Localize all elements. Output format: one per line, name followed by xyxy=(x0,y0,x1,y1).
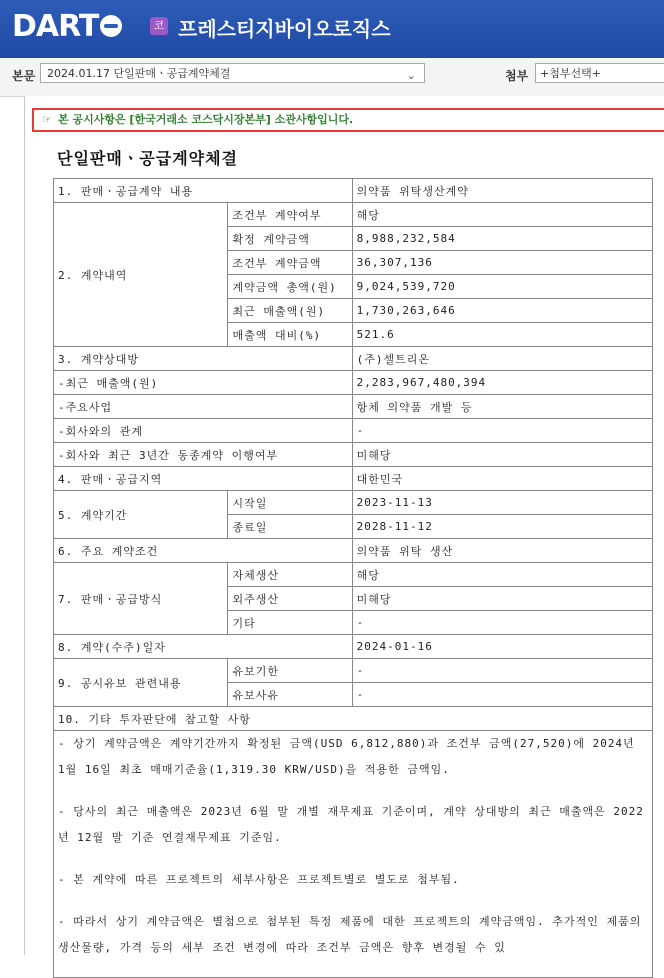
row-value: 대한민국 xyxy=(352,467,652,491)
attachment-select-value: +첨부선택+ xyxy=(540,67,601,80)
jurisdiction-notice xyxy=(32,108,664,132)
sub-label: 유보사유 xyxy=(228,683,352,707)
table-row xyxy=(54,419,653,443)
note-paragraph: - 따라서 상기 계약금액은 별첨으로 첨부된 특정 제품에 대한 프로젝트의 계약금액임. 추가적인 제품의 생산물량, 가격 등의 세부 조건 변경에 따라 조건부 금액은 향후 변경될 수 있 xyxy=(58,915,642,954)
row-label: -회사와 최근 3년간 동종계약 이행여부 xyxy=(54,443,353,467)
attach-select-label: 첨부 xyxy=(505,69,529,83)
table-row xyxy=(54,635,653,659)
table-row xyxy=(54,659,653,683)
sub-label: 시작일 xyxy=(228,491,352,515)
row-value: 미해당 xyxy=(352,443,652,467)
row-value: - xyxy=(352,611,652,635)
row-value: 2,283,967,480,394 xyxy=(352,371,652,395)
row-label: 6. 주요 계약조건 xyxy=(54,539,353,563)
table-row xyxy=(54,707,653,731)
sub-label: 조건부 계약여부 xyxy=(228,203,352,227)
table-row xyxy=(54,467,653,491)
document-toolbar xyxy=(0,58,664,97)
row-label: -회사와의 관계 xyxy=(54,419,353,443)
row-value: - xyxy=(352,659,652,683)
row-value: 2028-11-12 xyxy=(352,515,652,539)
document-title: 단일판매ㆍ공급계약체결 xyxy=(57,149,239,168)
row-value: 해당 xyxy=(352,203,652,227)
row-label: 10. 기타 투자판단에 참고할 사항 xyxy=(54,707,653,731)
row-label: -주요사업 xyxy=(54,395,353,419)
sub-label: 확정 계약금액 xyxy=(228,227,352,251)
row-label: 8. 계약(수주)일자 xyxy=(54,635,353,659)
note-paragraph: - 상기 계약금액은 계약기간까지 확정된 금액(USD 6,812,880)과 조건부 금액(27,520)에 2024년 1월 16일 최초 매매기준율(1,319.30 KRW/USD)을 적용한 금액임. xyxy=(58,737,635,776)
row-value: 9,024,539,720 xyxy=(352,275,652,299)
chevron-down-icon[interactable]: ⌄ xyxy=(406,69,416,82)
document-select-value: 2024.01.17 단일판매ㆍ공급계약체결 xyxy=(47,67,231,80)
attachment-select[interactable] xyxy=(535,63,664,83)
dart-logo[interactable] xyxy=(12,8,122,44)
table-row xyxy=(54,179,653,203)
table-row xyxy=(54,347,653,371)
row-value: 2024-01-16 xyxy=(352,635,652,659)
table-row xyxy=(54,539,653,563)
row-label: -최근 매출액(원) xyxy=(54,371,353,395)
row-value: 미해당 xyxy=(352,587,652,611)
sub-label: 조건부 계약금액 xyxy=(228,251,352,275)
dart-ball-icon xyxy=(100,15,122,37)
row-value: 2023-11-13 xyxy=(352,491,652,515)
row-value: 36,307,136 xyxy=(352,251,652,275)
note-paragraph: - 본 계약에 따른 프로젝트의 세부사항은 프로젝트별로 별도로 첨부됨. xyxy=(58,873,460,886)
sub-label: 최근 매출액(원) xyxy=(228,299,352,323)
row-value: 항체 의약품 개발 등 xyxy=(352,395,652,419)
table-row xyxy=(54,731,653,978)
sub-label: 자체생산 xyxy=(228,563,352,587)
sub-label: 외주생산 xyxy=(228,587,352,611)
note-paragraph: - 당사의 최근 매출액은 2023년 6월 말 개별 재무제표 기준이며, 계약 상대방의 최근 매출액은 2022년 12월 말 기준 연결재무제표 기준임. xyxy=(58,805,644,844)
row-label: 5. 계약기간 xyxy=(54,491,228,539)
row-label: 2. 계약내역 xyxy=(54,203,228,347)
row-label: 3. 계약상대방 xyxy=(54,347,353,371)
pointing-hand-icon: ☞ xyxy=(42,113,52,126)
row-label: 4. 판매ㆍ공급지역 xyxy=(54,467,353,491)
row-value: - xyxy=(352,683,652,707)
row-value: 의약품 위탁생산계약 xyxy=(352,179,652,203)
sub-label: 유보기한 xyxy=(228,659,352,683)
notice-text: 본 공시사항은 [한국거래소 코스닥시장본부] 소관사항입니다. xyxy=(58,113,354,126)
sub-label: 종료일 xyxy=(228,515,352,539)
notes-cell xyxy=(54,731,653,978)
row-label: 9. 공시유보 관련내용 xyxy=(54,659,228,707)
table-row xyxy=(54,371,653,395)
row-value: 8,988,232,584 xyxy=(352,227,652,251)
table-row xyxy=(54,443,653,467)
doc-select-label: 본문 xyxy=(12,69,36,83)
row-value: 1,730,263,646 xyxy=(352,299,652,323)
row-value: 의약품 위탁 생산 xyxy=(352,539,652,563)
table-row xyxy=(54,395,653,419)
row-value: 521.6 xyxy=(352,323,652,347)
sub-label: 계약금액 총액(원) xyxy=(228,275,352,299)
sub-label: 매출액 대비(%) xyxy=(228,323,352,347)
dart-header xyxy=(0,0,664,58)
row-label: 1. 판매ㆍ공급계약 내용 xyxy=(54,179,353,203)
disclosure-table xyxy=(53,178,653,978)
table-row xyxy=(54,491,653,515)
document-select[interactable] xyxy=(40,63,425,83)
table-row xyxy=(54,563,653,587)
row-value: - xyxy=(352,419,652,443)
table-row xyxy=(54,203,653,227)
kosdaq-badge: 코 xyxy=(150,17,168,35)
row-label: 7. 판매ㆍ공급방식 xyxy=(54,563,228,635)
logo-text: DART xyxy=(12,8,99,44)
row-value: (주)셀트리온 xyxy=(352,347,652,371)
company-name[interactable]: 프레스티지바이오로직스 xyxy=(178,17,391,41)
sub-label: 기타 xyxy=(228,611,352,635)
row-value: 해당 xyxy=(352,563,652,587)
